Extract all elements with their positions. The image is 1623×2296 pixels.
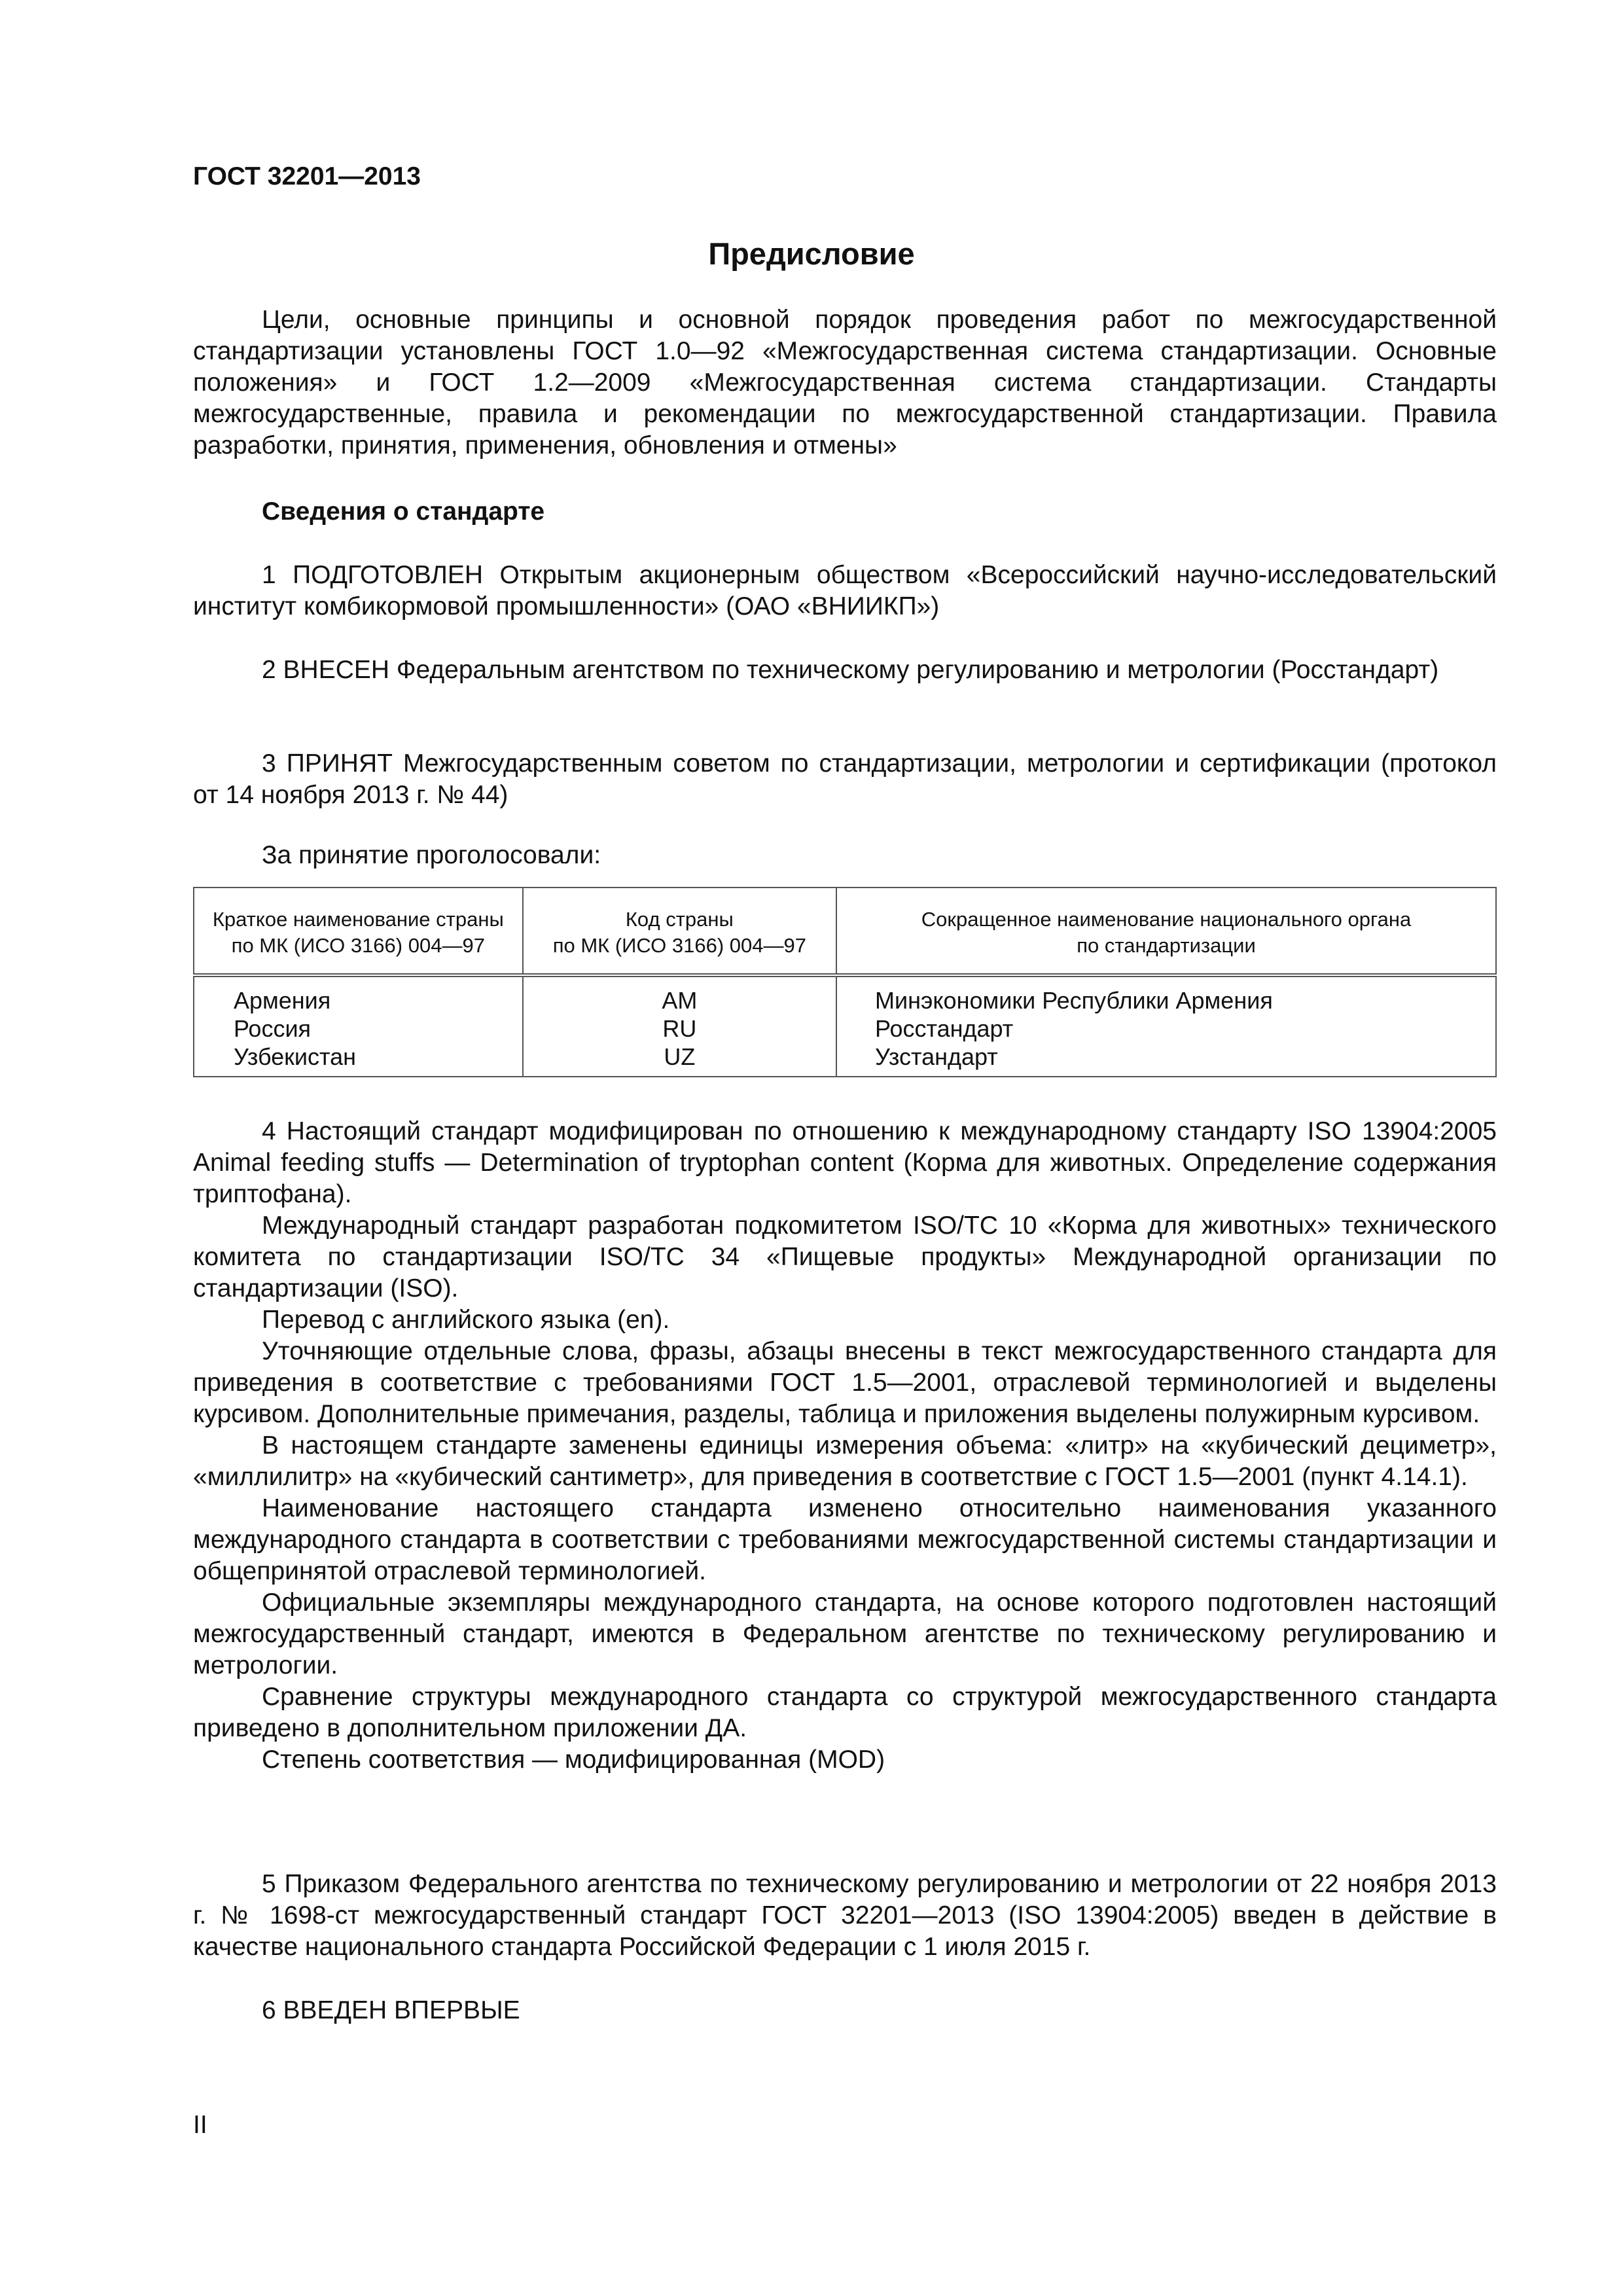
item-4-section [193,1116,1497,1776]
national-body-cell: Узстандарт [836,1043,1496,1077]
table-header-row [194,888,1496,975]
table-row [194,1014,1496,1043]
country-name-cell: Узбекистан [194,1043,523,1077]
item-1-section [193,560,1497,622]
item-5-paragraph: 5 Приказом Федерального агентства по техническому регулированию и метрологии от 22 ноября 2013 г. № 1698-ст межгосударственный стандарт ГОСТ 32201—2013 (ISO 13904:2005) введен в действие в качестве национального стандарта Российской Федерации с 1 июля 2015 г. [193,1870,1497,1961]
national-body-cell: Минэкономики Республики Армения [836,975,1496,1014]
country-name-cell: Россия [194,1014,523,1043]
country-code-cell: RU [523,1014,836,1043]
item-2-paragraph: 2 ВНЕСЕН Федеральным агентством по техническому регулированию и метрологии (Росстандарт) [262,656,1439,684]
header-line: Краткое наименование страны [212,908,504,931]
country-code-cell: UZ [523,1043,836,1077]
item-6-line: 6 ВВЕДЕН ВПЕРВЫЕ [262,1996,520,2024]
item-3-paragraph: 3 ПРИНЯТ Межгосударственным советом по стандартизации, метрологии и сертификации (протокол от 14 ноября 2013 г. № 44) [193,749,1497,809]
document-id-header: ГОСТ 32201—2013 [193,162,421,190]
item-4-paragraph: Степень соответствия — модифицированная (MOD) [262,1746,885,1774]
item-4-paragraph: Международный стандарт разработан подкомитетом ISO/TC 10 «Корма для животных» технического комитета по стандартизации ISO/TC 34 «Пищевые продукты» Международной организации по стандартизации (ISO). [193,1211,1497,1302]
item-2-section [193,655,1497,686]
item-4-paragraph: Уточняющие отдельные слова, фразы, абзацы внесены в текст межгосударственного стандарта для приведения в соответствие с требованиями ГОСТ 1.5—2001, отраслевой терминологией и выделены курсивом. Дополнительные примечания, разделы, таблица и приложения выделены полужирным курсивом. [193,1337,1497,1428]
item-1-paragraph: 1 ПОДГОТОВЛЕН Открытым акционерным обществом «Всероссийский научно-исследовательский институт комбикормовой промышленности» (ОАО «ВНИИКП») [193,561,1497,620]
item-5-section [193,1869,1497,1963]
item-4-paragraph: Наименование настоящего стандарта изменено относительно наименования указанного международного стандарта в соответствии с требованиями межгосударственной системы стандартизации и общепринятой отраслевой терминологией. [193,1494,1497,1585]
table-row [194,1043,1496,1077]
item-4-paragraph: 4 Настоящий стандарт модифицирован по отношению к международному стандарту ISO 13904:2005 Animal feeding stuffs — Determination of tryptophan content (Корма для животных. Определение содержания триптофана). [193,1117,1497,1208]
header-country-code [523,888,836,975]
country-name-cell: Армения [194,975,523,1014]
header-line: по МК (ИСО 3166) 004—97 [231,934,485,957]
table-row [194,975,1496,1014]
national-body-cell: Росстандарт [836,1014,1496,1043]
item-4-paragraph: Официальные экземпляры международного стандарта, на основе которого подготовлен настоящий межгосударственный стандарт, имеются в Федеральном агентстве по техническому регулированию и метрологии. [193,1588,1497,1679]
info-heading: Сведения о стандарте [262,497,545,526]
header-country-name [194,888,523,975]
header-line: по МК (ИСО 3166) 004—97 [552,934,806,957]
item-4-paragraph: Сравнение структуры международного стандарта со структурой межгосударственного стандарта приведено в дополнительном приложении ДА. [193,1683,1497,1742]
header-line: Сокращенное наименование национального органа [921,908,1412,931]
voting-countries-table [193,887,1497,1077]
intro-section [193,304,1497,461]
header-national-body [836,888,1496,975]
page-title: Предисловие [708,236,915,271]
country-code-cell: AM [523,975,836,1014]
item-4-paragraph: В настоящем стандарте заменены единицы измерения объема: «литр» на «кубический дециметр», «миллилитр» на «кубический сантиметр», для приведения в соответствие с ГОСТ 1.5—2001 (пункт 4.14.1). [193,1431,1497,1491]
header-line: по стандартизации [1077,934,1256,957]
item-4-paragraph: Перевод с английского языка (en). [262,1306,670,1334]
intro-paragraph: Цели, основные принципы и основной порядок проведения работ по межгосударственной стандартизации установлены ГОСТ 1.0—92 «Межгосударственная система стандартизации. Основные положения» и ГОСТ 1.2—2009 «Межгосударственная система стандартизации. Стандарты межгосударственные, правила и рекомендации по межгосударственной стандартизации. Правила разработки, принятия, применения, обновления и отмены» [193,306,1497,459]
voted-label: За принятие проголосовали: [262,841,601,869]
header-line: Код страны [625,908,734,931]
page-number: II [193,2111,207,2139]
item-3-section [193,748,1497,811]
